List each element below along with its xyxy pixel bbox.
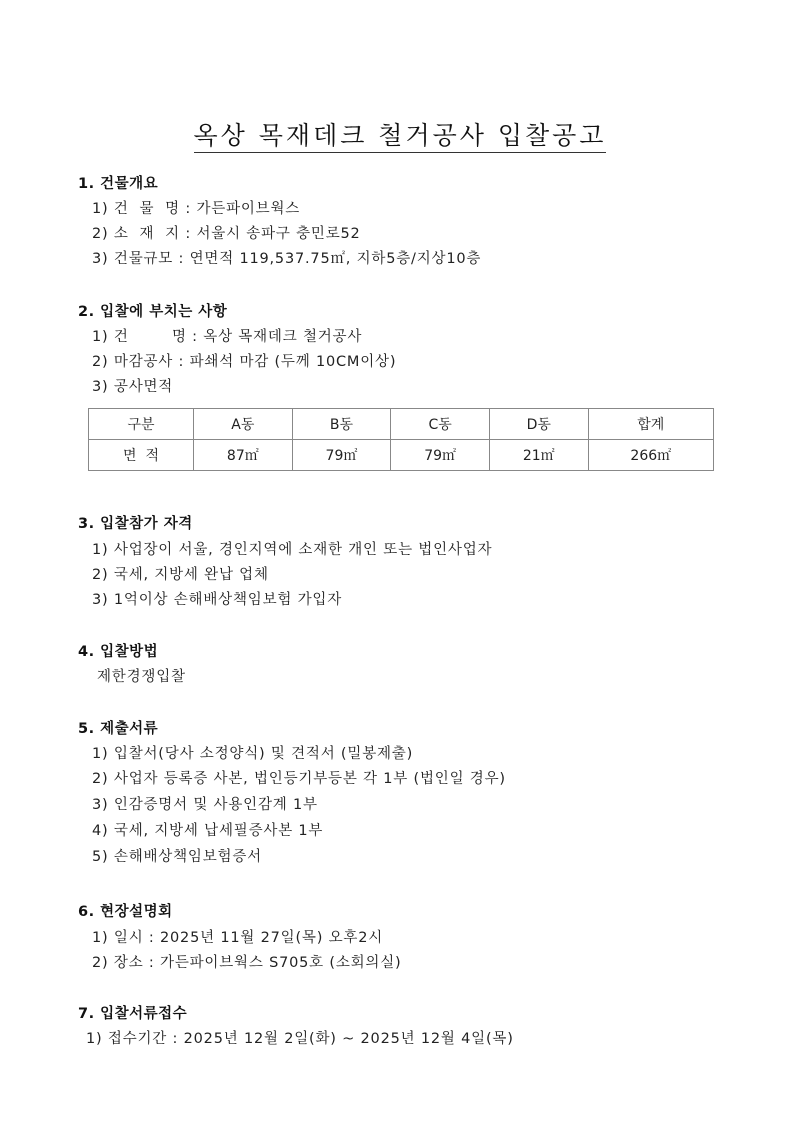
section-5-item-4: 4) 국세, 지방세 납세필증사본 1부 <box>92 823 324 839</box>
table-header-cell: 구분 <box>89 409 194 440</box>
table-cell: 79㎡ <box>391 440 490 471</box>
document-title <box>0 116 800 152</box>
table-header-row <box>89 409 714 440</box>
section-6-heading: 6. 현장설명회 <box>78 904 173 920</box>
table-cell: 79㎡ <box>292 440 391 471</box>
section-2-item-1: 1) 건 명 : 옥상 목재데크 철거공사 <box>92 329 363 345</box>
section-1-item-2: 2) 소 재 지 : 서울시 송파구 충민로52 <box>92 226 361 242</box>
table-header-cell: D동 <box>489 409 588 440</box>
table-header-cell: A동 <box>194 409 293 440</box>
section-5-item-2: 2) 사업자 등록증 사본, 법인등기부등본 각 1부 (법인일 경우) <box>92 771 506 787</box>
table-row <box>89 440 714 471</box>
section-3-item-1: 1) 사업장이 서울, 경인지역에 소재한 개인 또는 법인사업자 <box>92 542 493 558</box>
table-cell: 면 적 <box>89 440 194 471</box>
section-5-item-3: 3) 인감증명서 및 사용인감계 1부 <box>92 797 318 813</box>
section-7-heading: 7. 입찰서류접수 <box>78 1006 188 1022</box>
section-1-heading: 1. 건물개요 <box>78 176 159 192</box>
construction-area-table <box>88 408 714 471</box>
table-cell: 266㎡ <box>588 440 713 471</box>
table-header-cell: 합계 <box>588 409 713 440</box>
section-1-item-1: 1) 건 물 명 : 가든파이브웍스 <box>92 201 301 217</box>
section-4-heading: 4. 입찰방법 <box>78 644 159 660</box>
section-2-item-3: 3) 공사면적 <box>92 379 174 395</box>
document-title-text: 옥상 목재데크 철거공사 입찰공고 <box>194 121 607 153</box>
section-7-item-1: 1) 접수기간 : 2025년 12월 2일(화) ~ 2025년 12월 4일(목) <box>86 1031 514 1047</box>
section-3-heading: 3. 입찰참가 자격 <box>78 516 193 532</box>
section-4-item-1: 제한경쟁입찰 <box>97 669 186 685</box>
section-6-item-1: 1) 일시 : 2025년 11월 27일(목) 오후2시 <box>92 930 384 946</box>
section-5-heading: 5. 제출서류 <box>78 721 159 737</box>
section-6-item-2: 2) 장소 : 가든파이브웍스 S705호 (소회의실) <box>92 955 402 971</box>
section-2-item-2: 2) 마감공사 : 파쇄석 마감 (두께 10CM이상) <box>92 354 397 370</box>
table-header-cell: B동 <box>292 409 391 440</box>
table-cell: 87㎡ <box>194 440 293 471</box>
section-2-heading: 2. 입찰에 부치는 사항 <box>78 304 228 320</box>
section-5-item-1: 1) 입찰서(당사 소정양식) 및 견적서 (밀봉제출) <box>92 746 414 762</box>
table-cell: 21㎡ <box>489 440 588 471</box>
section-5-item-5: 5) 손해배상책임보험증서 <box>92 849 262 865</box>
table-header-cell: C동 <box>391 409 490 440</box>
section-3-item-2: 2) 국세, 지방세 완납 업체 <box>92 567 269 583</box>
section-3-item-3: 3) 1억이상 손해배상책임보험 가입자 <box>92 592 343 608</box>
section-1-item-3: 3) 건물규모 : 연면적 119,537.75㎡, 지하5층/지상10층 <box>92 251 482 267</box>
